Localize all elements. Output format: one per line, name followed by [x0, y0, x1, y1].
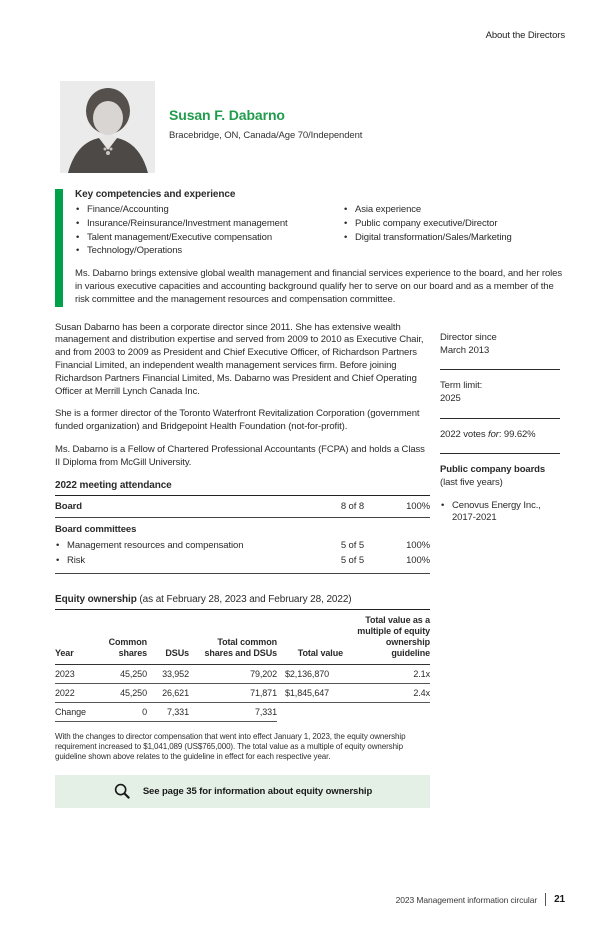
attendance-row-percent: 100%: [406, 539, 430, 551]
equity-row-2022: [55, 683, 430, 702]
bio-paragraph: Ms. Dabarno is a Fellow of Chartered Professional Accountants (FCPA) and holds a Class II Diploma from McGill University.: [55, 444, 425, 468]
director-photo: [60, 81, 155, 173]
equity-row-2023: [55, 664, 430, 683]
votes-prefix: 2022 votes: [440, 428, 489, 440]
equity-ownership-section: [55, 594, 430, 763]
attendance-board-row: [55, 496, 430, 518]
banner-text: See page 35 for information about equity ownership: [142, 785, 373, 797]
public-boards-subtitle: (last five years): [440, 477, 503, 489]
cell-multiple: 2.4x: [343, 683, 430, 702]
cell-total-common: 7,331: [189, 702, 277, 721]
competency-item: • Insurance/Reinsurance/Investment management: [75, 217, 343, 231]
equity-reference-banner: [55, 775, 430, 808]
attendance-row-count: 5 of 5: [340, 539, 364, 551]
public-boards-list: [440, 500, 560, 526]
col-header-total-common: Total common shares and DSUs: [189, 612, 277, 665]
term-limit-block: [440, 370, 560, 419]
votes-value: : 99.62%: [498, 428, 536, 440]
footer-divider: [545, 893, 546, 906]
attendance-committee-row: [55, 553, 430, 568]
director-profile: [60, 81, 565, 173]
cell-total-common: 79,202: [189, 664, 277, 683]
director-since-value: March 2013: [440, 344, 490, 356]
cell-multiple: 2.1x: [343, 664, 430, 683]
cell-year: Change: [55, 702, 91, 721]
attendance-committees: [55, 518, 430, 574]
votes-for-word: for: [488, 428, 499, 440]
accent-bar: [55, 189, 63, 307]
cell-dsus: 7,331: [147, 702, 189, 721]
bio-paragraph: Susan Dabarno has been a corporate director since 2011. She has extensive wealth management and distribution expertise and served from 2009 to 2010 as Executive Chair, and from 2003 to 2009 as President and Chief Executive Officer, of Richardson Partners Financial Limited, an independent wealth management services firm. Before joining Richardson Partners Financial Limited, Ms. Dabarno was President and Chief Operating Officer at Merrill Lynch Canada Inc.: [55, 321, 424, 397]
magnifier-icon: [113, 782, 131, 800]
biography: [55, 322, 430, 470]
cell-dsus: 33,952: [147, 664, 189, 683]
cell-total-value: [277, 702, 343, 721]
equity-footnote: With the changes to director compensation that went into effect January 1, 2023, the equity ownership requirement increased to $1,041,089 (US$765,000). The total value as a multiple of equity ownership guideline shown above relates to the guideline in effect for each respective year.: [55, 731, 406, 762]
attendance-row-label: Board: [55, 500, 82, 512]
cell-common-shares: 45,250: [91, 683, 147, 702]
director-facts-sidebar: [440, 322, 565, 538]
competency-item: • Finance/Accounting: [75, 203, 343, 217]
cell-total-value: $2,136,870: [277, 664, 343, 683]
running-header: About the Directors: [485, 30, 565, 41]
public-board-item: • Cenovus Energy Inc., 2017-2021: [440, 500, 560, 526]
cell-dsus: 26,621: [147, 683, 189, 702]
competency-item: • Public company executive/Director: [343, 217, 565, 231]
competency-item: • Technology/Operations: [75, 244, 343, 258]
cell-year: 2023: [55, 664, 91, 683]
competencies-list-left: [75, 203, 343, 258]
main-column: [55, 322, 430, 808]
committees-label: Board committees: [55, 523, 137, 535]
attendance-row-label: • Risk: [55, 555, 306, 566]
cell-multiple: [343, 702, 430, 721]
cell-year: 2022: [55, 683, 91, 702]
director-portrait-illustration: [60, 81, 155, 173]
attendance-row-percent: 100%: [406, 500, 430, 512]
votes-block: [440, 419, 560, 454]
meeting-attendance-section: [55, 480, 430, 574]
director-since-block: [440, 322, 560, 371]
attendance-committee-row: [55, 538, 430, 553]
attendance-row-label: • Management resources and compensation: [55, 540, 306, 551]
col-header-dsus: DSUs: [147, 612, 189, 665]
competencies-title: Key competencies and experience: [75, 189, 236, 200]
footer-title: 2023 Management information circular: [395, 894, 538, 905]
competency-item: • Digital transformation/Sales/Marketing: [343, 231, 565, 245]
cell-common-shares: 45,250: [91, 664, 147, 683]
competencies-list-right: [343, 203, 565, 258]
cell-common-shares: 0: [91, 702, 147, 721]
attendance-title: 2022 meeting attendance: [55, 480, 430, 496]
key-competencies-section: [55, 189, 565, 307]
director-identity: [169, 81, 362, 173]
bio-paragraph: She is a former director of the Toronto Waterfront Revitalization Corporation (government funded organization) and Bridgepoint Health Foundation (not-for-profit).: [55, 408, 420, 433]
page-number: 21: [554, 894, 565, 905]
cell-total-value: $1,845,647: [277, 683, 343, 702]
col-header-total-value: Total value: [277, 612, 343, 665]
term-limit-label: Term limit:: [440, 380, 483, 392]
competencies-summary: Ms. Dabarno brings extensive global wealth management and financial services experience to the board, and her roles in various executive capacities and accounting background qualify her to serve on our board and as a member of the risk committee and the management resources and compensation committee.: [75, 268, 563, 305]
col-header-common-shares: Common shares: [91, 612, 147, 665]
term-limit-value: 2025: [440, 393, 461, 405]
director-name: Susan F. Dabarno: [169, 107, 285, 123]
public-boards-title: Public company boards: [440, 463, 546, 475]
competency-item: • Talent management/Executive compensation: [75, 231, 343, 245]
equity-title-dates: (as at February 28, 2023 and February 28, 2022): [136, 593, 352, 605]
equity-title: [55, 594, 430, 610]
equity-table: [55, 612, 430, 722]
col-header-multiple: Total value as a multiple of equity ownership guideline: [343, 612, 430, 665]
page-footer: [396, 893, 565, 906]
competency-item: • Asia experience: [343, 203, 565, 217]
attendance-row-count: 8 of 8: [340, 500, 364, 512]
attendance-row-count: 5 of 5: [340, 554, 364, 566]
equity-row-change: [55, 702, 430, 721]
cell-total-common: 71,871: [189, 683, 277, 702]
director-since-label: Director since: [440, 331, 497, 343]
public-boards-block: [440, 454, 560, 537]
col-header-year: Year: [55, 612, 91, 665]
equity-title-bold: Equity ownership: [55, 593, 137, 605]
director-location-age: Bracebridge, ON, Canada/Age 70/Independent: [169, 130, 363, 141]
attendance-row-percent: 100%: [406, 554, 430, 566]
